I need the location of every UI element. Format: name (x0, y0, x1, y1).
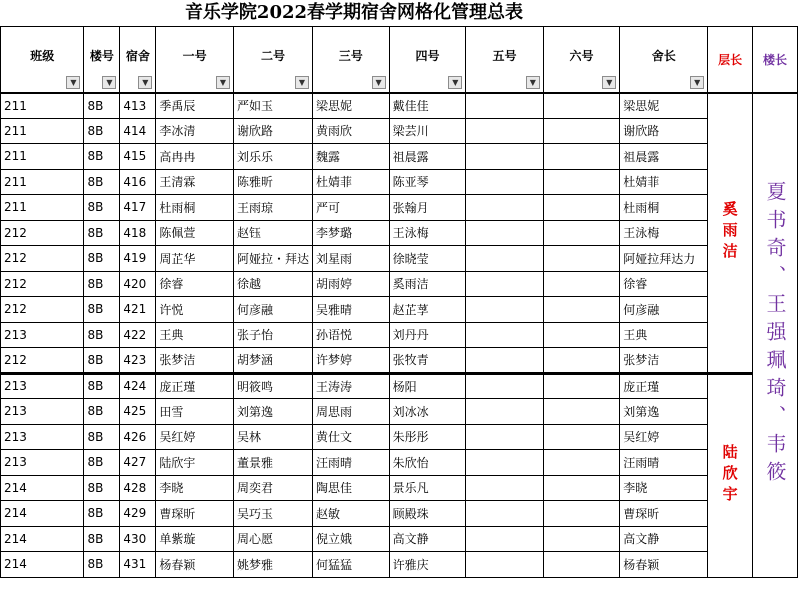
cell-m6[interactable] (543, 246, 620, 272)
cell-cls[interactable]: 214 (1, 526, 84, 552)
building-head-header: 楼长 (753, 27, 798, 93)
cell-m4[interactable]: 徐晓莹 (389, 246, 466, 272)
cell-bld[interactable]: 8B (84, 475, 120, 501)
cell-m2[interactable]: 阿娅拉・拜达 (233, 246, 312, 272)
cell-bld[interactable]: 8B (84, 144, 120, 170)
cell-m2[interactable]: 刘乐乐 (233, 144, 312, 170)
filter-dropdown-icon[interactable]: ▼ (66, 76, 80, 89)
cell-m1[interactable]: 单紫璇 (156, 526, 234, 552)
cell-head[interactable]: 杨春颖 (620, 552, 708, 578)
column-header-label: 五号 (492, 48, 517, 63)
cell-m6[interactable] (543, 348, 620, 374)
table-row (1, 271, 798, 297)
cell-room[interactable]: 418 (120, 220, 156, 246)
cell-m1[interactable]: 田雪 (156, 399, 234, 425)
column-header-label: 二号 (260, 48, 285, 63)
table-row (1, 552, 798, 578)
cell-bld[interactable]: 8B (84, 246, 120, 272)
cell-bld[interactable]: 8B (84, 501, 120, 527)
filter-dropdown-icon[interactable]: ▼ (602, 76, 616, 89)
cell-room[interactable]: 428 (120, 475, 156, 501)
cell-m2[interactable]: 严如玉 (233, 93, 312, 119)
cell-room[interactable]: 425 (120, 399, 156, 425)
cell-cls[interactable]: 214 (1, 475, 84, 501)
cell-bld[interactable]: 8B (84, 169, 120, 195)
cell-m6[interactable] (543, 450, 620, 476)
cell-m4[interactable]: 许雅庆 (389, 552, 466, 578)
cell-m4[interactable]: 顾殿珠 (389, 501, 466, 527)
column-header-label: 三号 (338, 48, 363, 63)
building-head-cell[interactable]: 夏书奇、王强珮琦、韦筱 (753, 93, 798, 578)
cell-m3[interactable]: 黄雨欣 (312, 118, 389, 144)
cell-m4[interactable]: 朱欣怡 (389, 450, 466, 476)
cell-m3[interactable]: 许梦婷 (312, 348, 389, 374)
cell-cls[interactable]: 212 (1, 246, 84, 272)
cell-m6[interactable] (543, 93, 620, 119)
cell-m4[interactable]: 景乐凡 (389, 475, 466, 501)
cell-bld[interactable]: 8B (84, 93, 120, 119)
table-row (1, 93, 798, 119)
cell-room[interactable]: 424 (120, 373, 156, 399)
cell-m1[interactable]: 王典 (156, 322, 234, 348)
cell-m6[interactable] (543, 373, 620, 399)
cell-m5[interactable] (466, 169, 544, 195)
cell-m4[interactable]: 祖晨露 (389, 144, 466, 170)
cell-m2[interactable]: 周奕君 (233, 475, 312, 501)
cell-m1[interactable]: 庞正瑾 (156, 373, 234, 399)
cell-m1[interactable]: 陆欣宇 (156, 450, 234, 476)
cell-m3[interactable]: 李梦璐 (312, 220, 389, 246)
cell-room[interactable]: 419 (120, 246, 156, 272)
cell-m6[interactable] (543, 297, 620, 323)
cell-m5[interactable] (466, 118, 544, 144)
cell-head[interactable]: 刘第逸 (620, 399, 708, 425)
cell-m5[interactable] (466, 450, 544, 476)
cell-room[interactable]: 431 (120, 552, 156, 578)
cell-m1[interactable]: 杨春颖 (156, 552, 234, 578)
cell-cls[interactable]: 211 (1, 144, 84, 170)
cell-m3[interactable]: 魏露 (312, 144, 389, 170)
cell-head[interactable]: 曹琛昕 (620, 501, 708, 527)
table-row (1, 348, 798, 374)
cell-m2[interactable]: 赵钰 (233, 220, 312, 246)
cell-m3[interactable]: 倪立娥 (312, 526, 389, 552)
cell-head[interactable]: 徐睿 (620, 271, 708, 297)
cell-m4[interactable]: 高文静 (389, 526, 466, 552)
table-row (1, 322, 798, 348)
cell-head[interactable]: 杜婧菲 (620, 169, 708, 195)
cell-head[interactable]: 高文静 (620, 526, 708, 552)
cell-head[interactable]: 何彦融 (620, 297, 708, 323)
filter-dropdown-icon[interactable]: ▼ (102, 76, 116, 89)
cell-m2[interactable]: 谢欣路 (233, 118, 312, 144)
cell-m5[interactable] (466, 373, 544, 399)
cell-m5[interactable] (466, 348, 544, 374)
table-row (1, 297, 798, 323)
cell-m3[interactable]: 黄仕文 (312, 424, 389, 450)
cell-m4[interactable]: 刘冰冰 (389, 399, 466, 425)
cell-bld[interactable]: 8B (84, 552, 120, 578)
cell-room[interactable]: 414 (120, 118, 156, 144)
cell-head[interactable]: 张梦洁 (620, 348, 708, 374)
cell-bld[interactable]: 8B (84, 348, 120, 374)
cell-m3[interactable]: 刘星雨 (312, 246, 389, 272)
sheet-title: 音乐学院2022春学期宿舍网格化管理总表 (184, 2, 524, 23)
cell-m5[interactable] (466, 297, 544, 323)
cell-room[interactable]: 417 (120, 195, 156, 221)
cell-m3[interactable]: 周思雨 (312, 399, 389, 425)
cell-cls[interactable]: 212 (1, 348, 84, 374)
cell-m3[interactable]: 杜婧菲 (312, 169, 389, 195)
cell-cls[interactable]: 211 (1, 93, 84, 119)
cell-bld[interactable]: 8B (84, 118, 120, 144)
cell-cls[interactable]: 211 (1, 195, 84, 221)
cell-m4[interactable]: 奚雨洁 (389, 271, 466, 297)
column-header-label: 一号 (182, 48, 207, 63)
cell-m1[interactable]: 周芷华 (156, 246, 234, 272)
cell-head[interactable]: 吴红婷 (620, 424, 708, 450)
cell-head[interactable]: 阿娅拉拜达力 (620, 246, 708, 272)
column-header-label: 四号 (415, 48, 440, 63)
cell-cls[interactable]: 214 (1, 501, 84, 527)
cell-m5[interactable] (466, 475, 544, 501)
cell-head[interactable]: 祖晨露 (620, 144, 708, 170)
cell-m4[interactable]: 张牧青 (389, 348, 466, 374)
cell-m2[interactable]: 周心愿 (233, 526, 312, 552)
cell-cls[interactable]: 212 (1, 297, 84, 323)
cell-m4[interactable]: 戴佳佳 (389, 93, 466, 119)
cell-head[interactable]: 庞正瑾 (620, 373, 708, 399)
cell-m5[interactable] (466, 144, 544, 170)
cell-m6[interactable] (543, 322, 620, 348)
cell-cls[interactable]: 211 (1, 118, 84, 144)
column-header-bld (84, 27, 120, 93)
cell-head[interactable]: 谢欣路 (620, 118, 708, 144)
cell-bld[interactable]: 8B (84, 297, 120, 323)
cell-m3[interactable]: 赵敏 (312, 501, 389, 527)
cell-m5[interactable] (466, 271, 544, 297)
cell-bld[interactable]: 8B (84, 526, 120, 552)
cell-m2[interactable]: 刘第逸 (233, 399, 312, 425)
cell-bld[interactable]: 8B (84, 322, 120, 348)
cell-room[interactable]: 415 (120, 144, 156, 170)
cell-m5[interactable] (466, 246, 544, 272)
table-row (1, 195, 798, 221)
cell-m1[interactable]: 王清霖 (156, 169, 234, 195)
table-row (1, 220, 798, 246)
cell-m6[interactable] (543, 424, 620, 450)
cell-m4[interactable]: 梁芸川 (389, 118, 466, 144)
header-row (1, 27, 798, 93)
table-row (1, 373, 798, 399)
cell-m4[interactable]: 陈亚琴 (389, 169, 466, 195)
cell-m1[interactable]: 陈佩萱 (156, 220, 234, 246)
cell-room[interactable]: 423 (120, 348, 156, 374)
cell-cls[interactable]: 213 (1, 424, 84, 450)
cell-cls[interactable]: 211 (1, 169, 84, 195)
filter-dropdown-icon[interactable]: ▼ (526, 76, 540, 89)
cell-m2[interactable]: 何彦融 (233, 297, 312, 323)
table-row (1, 475, 798, 501)
cell-m2[interactable]: 张子怡 (233, 322, 312, 348)
column-header-label: 楼号 (89, 48, 114, 63)
cell-m1[interactable]: 徐睿 (156, 271, 234, 297)
column-header-label: 班级 (30, 48, 55, 63)
cell-room[interactable]: 422 (120, 322, 156, 348)
filter-dropdown-icon[interactable]: ▼ (295, 76, 309, 89)
cell-m2[interactable]: 吴巧玉 (233, 501, 312, 527)
column-header-cls (1, 27, 84, 93)
column-header-m4 (389, 27, 466, 93)
cell-m4[interactable]: 朱彤彤 (389, 424, 466, 450)
cell-bld[interactable]: 8B (84, 195, 120, 221)
cell-m6[interactable] (543, 501, 620, 527)
table-row (1, 450, 798, 476)
cell-m1[interactable]: 许悦 (156, 297, 234, 323)
cell-m3[interactable]: 梁思妮 (312, 93, 389, 119)
cell-m6[interactable] (543, 195, 620, 221)
cell-head[interactable]: 王泳梅 (620, 220, 708, 246)
cell-m3[interactable]: 陶思佳 (312, 475, 389, 501)
cell-room[interactable]: 427 (120, 450, 156, 476)
table-row (1, 144, 798, 170)
cell-m1[interactable]: 张梦洁 (156, 348, 234, 374)
cell-m6[interactable] (543, 220, 620, 246)
cell-head[interactable]: 李晓 (620, 475, 708, 501)
cell-m2[interactable]: 吴林 (233, 424, 312, 450)
cell-m3[interactable]: 吴雅晴 (312, 297, 389, 323)
column-header-label: 六号 (569, 48, 594, 63)
cell-m1[interactable]: 李晓 (156, 475, 234, 501)
cell-m5[interactable] (466, 399, 544, 425)
table-row (1, 246, 798, 272)
cell-m1[interactable]: 高冉冉 (156, 144, 234, 170)
cell-head[interactable]: 汪雨晴 (620, 450, 708, 476)
cell-m6[interactable] (543, 552, 620, 578)
cell-head[interactable]: 王典 (620, 322, 708, 348)
table-row (1, 501, 798, 527)
cell-m6[interactable] (543, 475, 620, 501)
cell-m5[interactable] (466, 93, 544, 119)
filter-dropdown-icon[interactable]: ▼ (138, 76, 152, 89)
cell-m2[interactable]: 董景雅 (233, 450, 312, 476)
cell-m6[interactable] (543, 169, 620, 195)
cell-m1[interactable]: 季禹辰 (156, 93, 234, 119)
table-row (1, 169, 798, 195)
table-body (1, 93, 798, 578)
cell-m4[interactable]: 刘丹丹 (389, 322, 466, 348)
cell-m6[interactable] (543, 399, 620, 425)
column-header-m1 (156, 27, 234, 93)
cell-m5[interactable] (466, 195, 544, 221)
cell-cls[interactable]: 214 (1, 552, 84, 578)
cell-cls[interactable]: 213 (1, 399, 84, 425)
column-header-m2 (233, 27, 312, 93)
cell-m2[interactable]: 陈雅昕 (233, 169, 312, 195)
cell-m4[interactable]: 杨阳 (389, 373, 466, 399)
cell-m1[interactable]: 吴红婷 (156, 424, 234, 450)
table-row (1, 118, 798, 144)
cell-m4[interactable]: 赵芷莩 (389, 297, 466, 323)
cell-m3[interactable]: 汪雨晴 (312, 450, 389, 476)
cell-bld[interactable]: 8B (84, 220, 120, 246)
cell-m5[interactable] (466, 526, 544, 552)
cell-room[interactable]: 429 (120, 501, 156, 527)
cell-m1[interactable]: 李冰清 (156, 118, 234, 144)
cell-cls[interactable]: 212 (1, 271, 84, 297)
column-header-label: 宿舍 (125, 48, 150, 63)
cell-room[interactable]: 426 (120, 424, 156, 450)
cell-m2[interactable]: 徐越 (233, 271, 312, 297)
cell-m3[interactable]: 孙语悦 (312, 322, 389, 348)
cell-m3[interactable]: 严可 (312, 195, 389, 221)
cell-m6[interactable] (543, 526, 620, 552)
cell-m4[interactable]: 王泳梅 (389, 220, 466, 246)
column-header-room (120, 27, 156, 93)
column-header-m3 (312, 27, 389, 93)
cell-cls[interactable]: 213 (1, 373, 84, 399)
cell-m6[interactable] (543, 144, 620, 170)
dorm-table (0, 26, 798, 578)
table-row (1, 526, 798, 552)
cell-bld[interactable]: 8B (84, 450, 120, 476)
cell-room[interactable]: 421 (120, 297, 156, 323)
cell-m5[interactable] (466, 501, 544, 527)
cell-cls[interactable]: 213 (1, 322, 84, 348)
cell-room[interactable]: 420 (120, 271, 156, 297)
cell-m5[interactable] (466, 220, 544, 246)
cell-m1[interactable]: 杜雨桐 (156, 195, 234, 221)
cell-m5[interactable] (466, 552, 544, 578)
column-header-m5 (466, 27, 544, 93)
cell-m3[interactable]: 王涛涛 (312, 373, 389, 399)
cell-room[interactable]: 413 (120, 93, 156, 119)
cell-m2[interactable]: 胡梦涵 (233, 348, 312, 374)
cell-cls[interactable]: 212 (1, 220, 84, 246)
filter-dropdown-icon[interactable]: ▼ (448, 76, 462, 89)
table-row (1, 399, 798, 425)
floor-head-cell[interactable]: 奚雨洁 (708, 93, 753, 374)
cell-m3[interactable]: 胡雨婷 (312, 271, 389, 297)
cell-m6[interactable] (543, 118, 620, 144)
column-header-m6 (543, 27, 620, 93)
cell-head[interactable]: 杜雨桐 (620, 195, 708, 221)
filter-dropdown-icon[interactable]: ▼ (372, 76, 386, 89)
cell-bld[interactable]: 8B (84, 424, 120, 450)
cell-m4[interactable]: 张翰月 (389, 195, 466, 221)
table-row (1, 424, 798, 450)
cell-m5[interactable] (466, 322, 544, 348)
cell-m1[interactable]: 曹琛昕 (156, 501, 234, 527)
cell-m2[interactable]: 王雨琼 (233, 195, 312, 221)
cell-room[interactable]: 430 (120, 526, 156, 552)
cell-bld[interactable]: 8B (84, 399, 120, 425)
floor-head-cell[interactable]: 陆欣宇 (708, 373, 753, 577)
floor-head-header: 层长 (708, 27, 753, 93)
cell-m6[interactable] (543, 271, 620, 297)
filter-dropdown-icon[interactable]: ▼ (690, 76, 704, 89)
cell-m5[interactable] (466, 424, 544, 450)
cell-m2[interactable]: 姚梦雅 (233, 552, 312, 578)
cell-m2[interactable]: 明筱鸣 (233, 373, 312, 399)
cell-bld[interactable]: 8B (84, 271, 120, 297)
column-header-head (620, 27, 708, 93)
cell-bld[interactable]: 8B (84, 373, 120, 399)
cell-cls[interactable]: 213 (1, 450, 84, 476)
column-header-label: 舍长 (651, 48, 676, 63)
cell-room[interactable]: 416 (120, 169, 156, 195)
cell-m3[interactable]: 何猛猛 (312, 552, 389, 578)
cell-head[interactable]: 梁思妮 (620, 93, 708, 119)
filter-dropdown-icon[interactable]: ▼ (216, 76, 230, 89)
